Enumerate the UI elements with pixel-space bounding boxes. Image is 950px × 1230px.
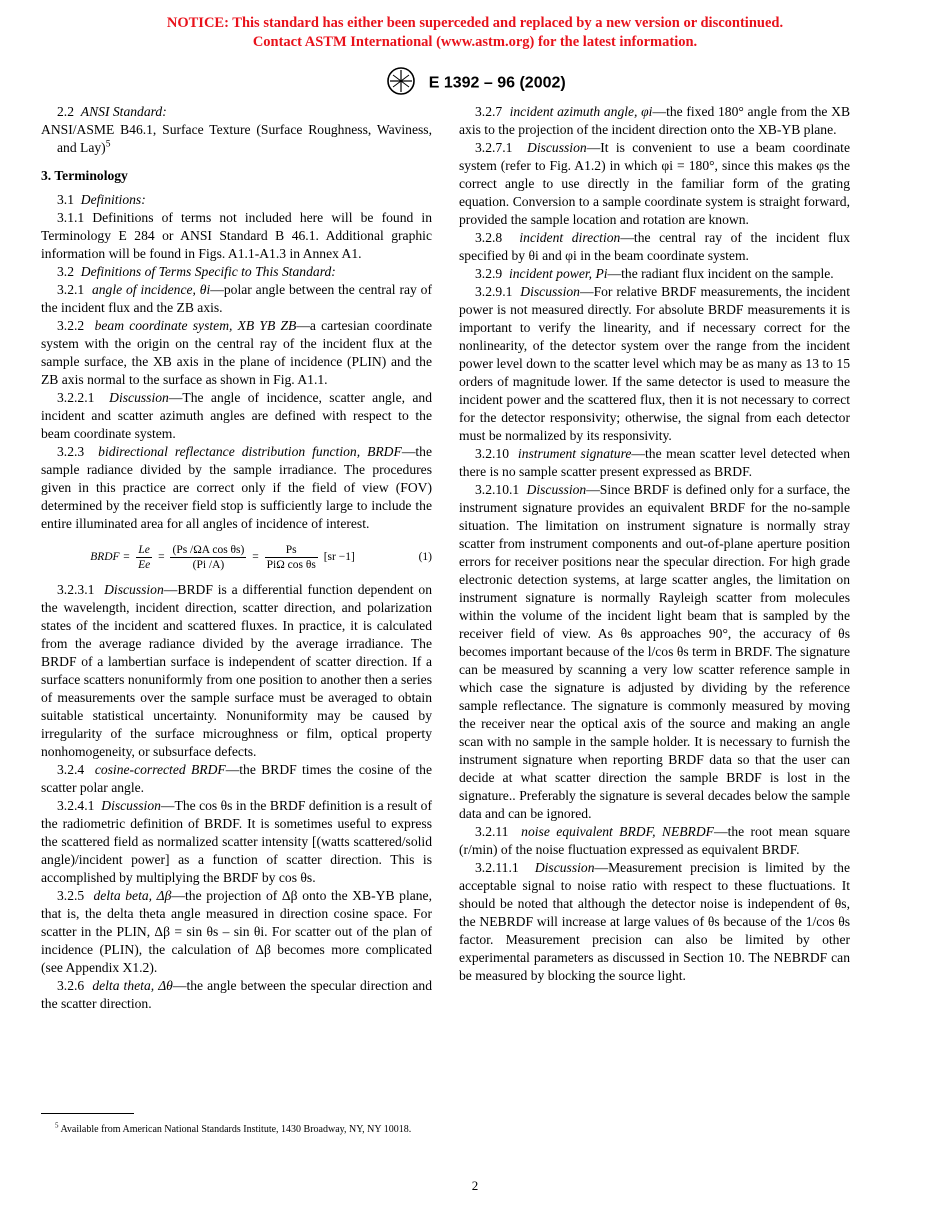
footnote-ref: 5 [105, 139, 111, 150]
section-2-2: 2.2 ANSI Standard: [57, 104, 167, 119]
section-3-2-7: 3.2.7 incident azimuth angle, φi—the fixed 180° angle from the XB axis to the projection of the incident direction onto the XB-YB plane. [459, 104, 851, 137]
section-3-2-9: 3.2.9 incident power, Pi—the radiant flux incident on the sample. [475, 266, 834, 281]
section-3-2-2: 3.2.2 beam coordinate system, XB YB ZB—a cartesian coordinate system with the origin on the central ray of the incident flux at the sample surface, the XB axis in the plane of incidence (PLIN) and the ZB axis normal to the surface as shown in Fig. A1.1. [41, 318, 432, 387]
left-column [41, 103, 432, 1013]
notice-line-2: Contact ASTM International (www.astm.org) for the latest information. [252, 34, 698, 50]
section-3-2-10: 3.2.10 instrument signature—the mean scatter level detected when there is no sample scatter present expressed as BRDF. [459, 446, 851, 479]
section-3-1-1: 3.1.1 Definitions of terms not included here will be found in Terminology E 284 or ANSI Standard B 46.1. Additional graphic information will be found in Figs. A1.1-A1.3 in Annex A1. [41, 210, 432, 261]
section-3-2-11: 3.2.11 noise equivalent BRDF, NEBRDF—the root mean square (r/min) of the noise fluctuation expressed as equivalent BRDF. [459, 824, 851, 857]
section-3-2-7-1: 3.2.7.1 Discussion—It is convenient to use a beam coordinate system (refer to Fig. A1.2) in which φi = 180°, since this makes φs the correct angle to use directly in the familiar form of the grating equation. Conversion to a sample coordinate system is straight forward, provided the sample location and rotation are known. [459, 140, 850, 227]
section-3-2-4: 3.2.4 cosine-corrected BRDF—the BRDF times the cosine of the scatter polar angle. [41, 762, 432, 795]
footnote [41, 1123, 432, 1136]
right-column [459, 103, 850, 985]
section-3-2-3-1: 3.2.3.1 Discussion—BRDF is a differential function dependent on the wavelength, incident direction, scatter direction, and polarization states of the incident and scattered fluxes. In practice, it is calculated from the average radiance divided by the average irradiance. The BRDF of a lambertian surface is independent of scatter direction. If a surface scatters nonuniformly from one position to another then a series of measurements over the sample surface must be averaged to obtain suitable statistical uncertainty. Nonuniformity may be caused by irregularity of the surface microughness or film, optical property nonhomogeneity, or subsurface defects. [41, 582, 433, 759]
section-3-2-8: 3.2.8 incident direction—the central ray of the incident flux specified by θi and φi in the beam coordinate system. [459, 230, 851, 263]
section-3-2: 3.2 Definitions of Terms Specific to This Standard: [57, 264, 336, 279]
footnote-mark: 5 [55, 1121, 59, 1130]
notice-banner [0, 14, 950, 52]
equation-number: (1) [418, 551, 432, 563]
section-3-2-1: 3.2.1 angle of incidence, θi—polar angle between the central ray of the incident flux and the ZB axis. [41, 282, 433, 315]
section-3-2-9-1: 3.2.9.1 Discussion—For relative BRDF measurements, the incident power is not measured directly. For absolute BRDF measurements it is important to verify the linearity, and if necessary correct for the nonlinearity, of the detector system over the range from the incident power level down to the scatter level which may be as many as 13 to 15 orders of magnitude lower. If the same detector is used to measure the incident power and the scattered flux, then it is not necessary to correct for the detector responsivity; otherwise, the signal from each detector must be normalized by its responsivity. [459, 284, 851, 443]
footnote-divider [41, 1113, 134, 1114]
section-3-2-3: 3.2.3 bidirectional reflectance distribution function, BRDF—the sample radiance divided by the sample irradiance. The procedures given in this practice are correct only if the field of view (FOV) determined by the receiver field stop is sufficiently large to include the entire illuminated area for all angles of incidence of interest. [41, 444, 433, 531]
section-3-1: 3.1 Definitions: [57, 192, 146, 207]
section-3-2-11-1: 3.2.11.1 Discussion—Measurement precision is limited by the acceptable signal to noise ratio with respect to these fluctuations. It should be noted that although the detector noise is independent of θs, the NEBRDF will increase at large values of θs because of the 1/cos θs factor. Measurement precision can also be limited by other experimental parameters as discussed in Section 10. The NEBRDF can be measured by blocking the source light. [459, 860, 851, 983]
standard-designation: E 1392 – 96 (2002) [428, 74, 566, 92]
section-3-2-4-1: 3.2.4.1 Discussion—The cos θs in the BRDF definition is a result of the radiometric definition of BRDF. It is sometimes useful to express the scattered field as normalized scatter intensity [(watts scattered/solid angle)/incident power] as a function of scatter direction. This is accomplished by multiplying the BRDF by cos θs. [41, 798, 433, 885]
terminology-heading: 3. Terminology [41, 168, 128, 183]
brdf-equation: BRDF = $\frac{Le}{Ee}$ = $\frac{\text{(Ps /ΩA cos θs)}}{(Pi /A)}$ = $\frac{Ps}{\text{PiΩ cos θs}}$ [sr −1] (1) [90, 543, 432, 571]
footnote-text: Available from American National Standards Institute, 1430 Broadway, NY, NY 10018. [60, 1124, 412, 1135]
section-3-2-6: 3.2.6 delta theta, Δθ—the angle between the specular direction and the scatter direction. [41, 978, 432, 1011]
ansi-reference: ANSI/ASME B46.1, Surface Texture (Surface Roughness, Waviness, and Lay)$^5$ [41, 122, 432, 155]
astm-logo-icon [384, 66, 418, 101]
section-3-2-5: 3.2.5 delta beta, Δβ—the projection of Δβ onto the XB-YB plane, that is, the delta theta angle measured in direction cosine space. For scatter in the PLIN, Δβ = sin θs – sin θi. For scatter out of the plan of incidence (PLIN), the calculation of Δβ becomes more complicated (see Appendix X1.2). [41, 888, 432, 975]
section-3-2-10-1: 3.2.10.1 Discussion—Since BRDF is defined only for a surface, the instrument signature provides an equivalent BRDF for the no-sample situation. The limitation on instrument signature is normally stray scatter from instrument components and out-of-plane aperture position errors for receiver positions near the specular direction. For high grade electronic detection systems, at large scatter angles, the limitation on instrument signature is normally Rayleigh scatter from molecules within the volume of the incident light beam that is sampled by the receiver field of view. As θs approaches 90°, the accuracy of θs becomes important because of the l/cos θs term in BRDF. The signature can be measured by scanning a very low scatter reference sample in which case the signature is adjusted by dividing by the reference sample reflectance. The signature is commonly measured by moving the receiver near the optical axis of the source and making an angle scan with no sample in the sample holder. It is necessary to furnish the instrument signature when reporting BRDF data so that the user can decide at what scatter direction the sample BRDF is lost in the signature.. Preferably the signature is several decades below the sample data and can be ignored. [459, 482, 850, 821]
document-header [0, 66, 950, 101]
page-number: 2 [471, 1178, 479, 1193]
notice-line-1: NOTICE: This standard has either been superceded and replaced by a new version or discontinued. [166, 15, 784, 31]
section-3-2-2-1: 3.2.2.1 Discussion—The angle of incidence, scatter angle, and incident and scatter azimuth angles are defined with respect to the beam coordinate system. [41, 390, 433, 441]
